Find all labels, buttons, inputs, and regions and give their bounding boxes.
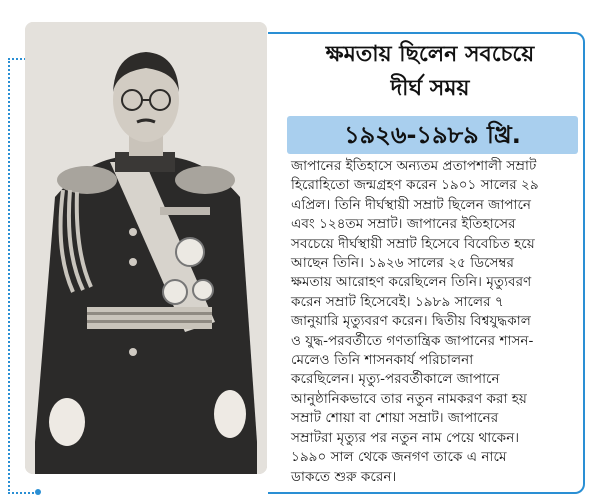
headline: [280, 38, 580, 106]
body-line: সবচেয়ে দীর্ঘস্থায়ী সম্রাট হিসেবে বিবেচিত হয়ে: [291, 235, 535, 252]
body-line: ১৯৯০ সাল থেকে জনগণ তাকে এ নামে: [291, 449, 507, 466]
body-line: আছেন তিনি। ১৯২৬ সালের ২৫ ডিসেম্বর: [291, 255, 515, 272]
body-line: এবং ১২৪তম সম্রাট। জাপানের ইতিহাসের: [291, 216, 516, 233]
body-line: ডাকতে শুরু করেন।: [291, 468, 397, 485]
headline-line-1: ক্ষমতায় ছিলেন সবচেয়ে: [325, 42, 535, 67]
portrait-illustration: [25, 22, 267, 474]
date-range-band: [287, 116, 578, 154]
body-line: করেছিলেন। মৃত্যু-পরবর্তীকালে জাপানে: [291, 371, 500, 388]
body-line: ক্ষমতায় আরোহণ করেছিলেন তিনি। মৃত্যুবরণ: [291, 274, 532, 291]
body-line: ও যুদ্ধ-পরবর্তীতে গণতান্ত্রিক জাপানের শাসন-: [291, 332, 534, 349]
body-line: মেলেও তিনি শাসনকার্য পরিচালনা: [291, 352, 474, 369]
body-line: সম্রাটরা মৃত্যুর পর নতুন নাম পেয়ে থাকেন।: [291, 429, 520, 446]
body-line: জানুয়ারি মৃত্যুবরণ করেন। দ্বিতীয় বিশ্বযুদ্ধকাল: [291, 313, 531, 330]
body-line: জাপানের ইতিহাসে অন্যতম প্রতাপশালী সম্রাট: [291, 158, 537, 174]
article-body: [291, 157, 581, 487]
body-line: করেন সম্রাট হিসেবেই। ১৯৮৯ সালের ৭: [291, 293, 504, 310]
headline-line-2: দীর্ঘ সময়: [390, 76, 470, 101]
portrait-photo: [25, 22, 267, 474]
body-line: আনুষ্ঠানিকভাবে তার নতুন নামকরণ করা হয়: [291, 390, 527, 407]
date-range-text: ১৯২৬-১৯৮৯ খ্রি.: [344, 121, 521, 149]
body-line: হিরোহিতো জন্মগ্রহণ করেন ১৯০১ সালের ২৯: [291, 177, 539, 194]
body-line: সম্রাট শোয়া বা শোয়া সম্রাট। জাপানের: [291, 410, 499, 427]
body-line: এপ্রিল। তিনি দীর্ঘস্থায়ী সম্রাট ছিলেন জাপানে: [291, 196, 532, 213]
dotted-frame-end-dot: [35, 489, 41, 495]
